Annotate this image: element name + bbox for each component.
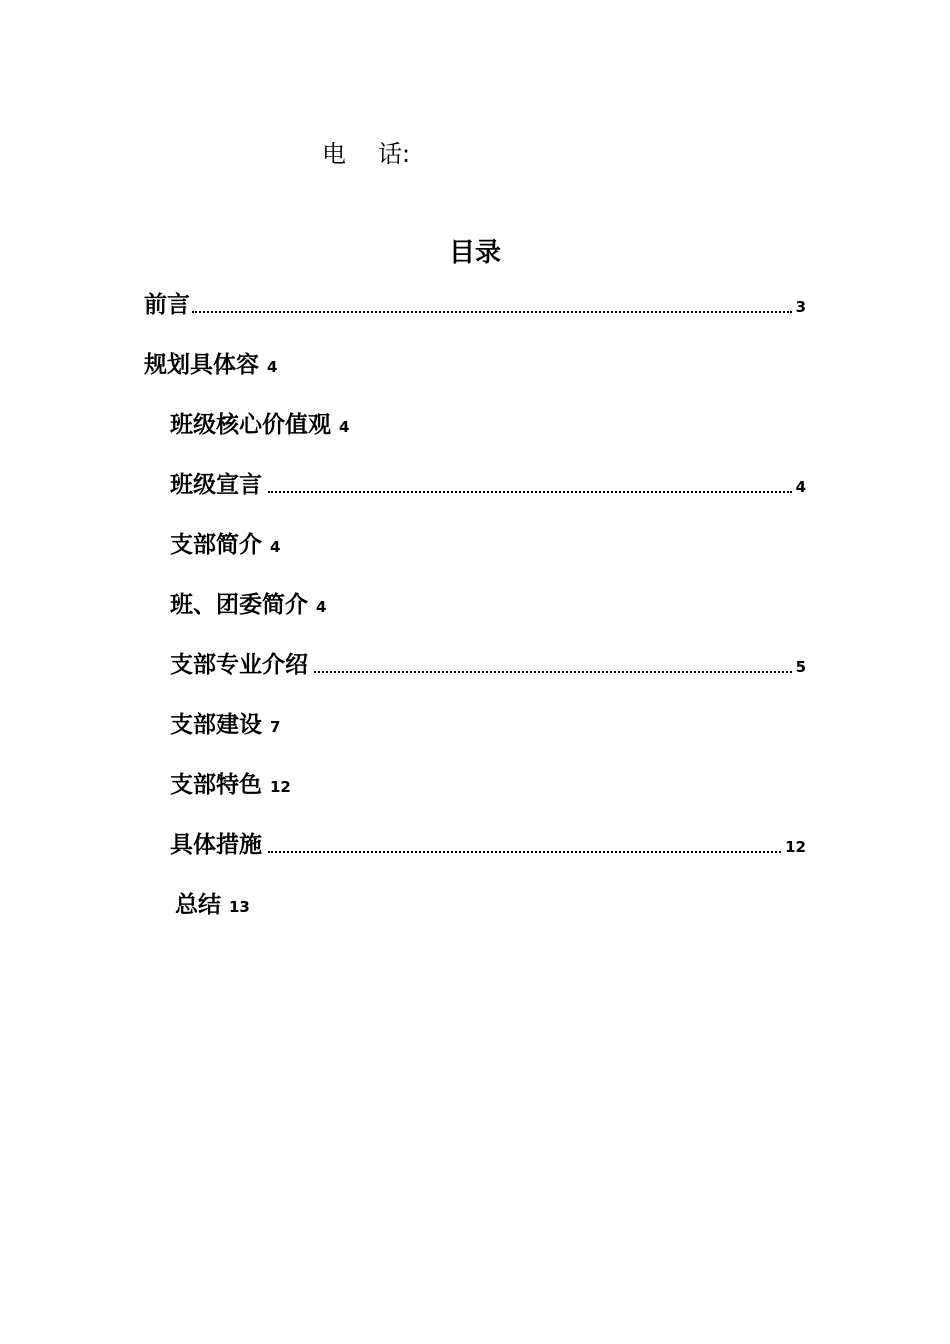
toc-entry-branch-intro[interactable] bbox=[170, 526, 280, 560]
phone-label-char2: 话: bbox=[378, 140, 411, 168]
toc-leader-dots bbox=[268, 491, 792, 493]
toc-entry-label: 具体措施 bbox=[170, 832, 262, 858]
toc-entry-label: 规划具体容 bbox=[144, 352, 259, 378]
toc-title: 目录 bbox=[448, 238, 501, 268]
toc-leader-dots bbox=[192, 311, 792, 313]
toc-entry-summary[interactable] bbox=[175, 886, 250, 920]
toc-entry-plan-content[interactable] bbox=[144, 346, 277, 380]
toc-entry-label: 班级核心价值观 bbox=[170, 412, 331, 438]
phone-line bbox=[322, 134, 410, 169]
toc-entry-label: 班级宣言 bbox=[170, 472, 262, 498]
toc-entry-page: 7 bbox=[270, 718, 281, 736]
toc-entry-label: 支部建设 bbox=[170, 712, 262, 738]
toc-leader-dots bbox=[268, 851, 781, 853]
toc-entry-page: 12 bbox=[785, 838, 806, 856]
toc-entry-page: 4 bbox=[316, 598, 327, 616]
toc-entry-page: 4 bbox=[795, 478, 806, 496]
toc-entry-label: 支部简介 bbox=[170, 532, 262, 558]
toc-entry-label: 总结 bbox=[175, 892, 221, 918]
phone-label-char1: 电 bbox=[322, 140, 346, 168]
toc-entry-page: 4 bbox=[270, 538, 281, 556]
toc-entry-measures[interactable] bbox=[170, 826, 806, 860]
toc-entry-branch-building[interactable] bbox=[170, 706, 280, 740]
toc-entry-major-intro[interactable] bbox=[170, 646, 806, 680]
toc-entry-branch-features[interactable] bbox=[170, 766, 291, 800]
toc-entry-preface[interactable] bbox=[144, 286, 806, 320]
toc-entry-label: 支部特色 bbox=[170, 772, 262, 798]
toc-entry-label: 班、团委简介 bbox=[170, 592, 308, 618]
toc-entry-page: 4 bbox=[339, 418, 350, 436]
toc-entry-page: 12 bbox=[270, 778, 291, 796]
toc-entry-page: 3 bbox=[795, 298, 806, 316]
toc-entry-class-manifesto[interactable] bbox=[170, 466, 806, 500]
toc-entry-label: 支部专业介绍 bbox=[170, 652, 308, 678]
toc-entry-core-values[interactable] bbox=[170, 406, 349, 440]
toc-entry-page: 4 bbox=[267, 358, 278, 376]
toc-entry-page: 5 bbox=[795, 658, 806, 676]
toc-entry-label: 前言 bbox=[144, 292, 190, 318]
toc-entry-page: 13 bbox=[229, 898, 250, 916]
toc-entry-committee-intro[interactable] bbox=[170, 586, 326, 620]
toc-leader-dots bbox=[314, 671, 792, 673]
